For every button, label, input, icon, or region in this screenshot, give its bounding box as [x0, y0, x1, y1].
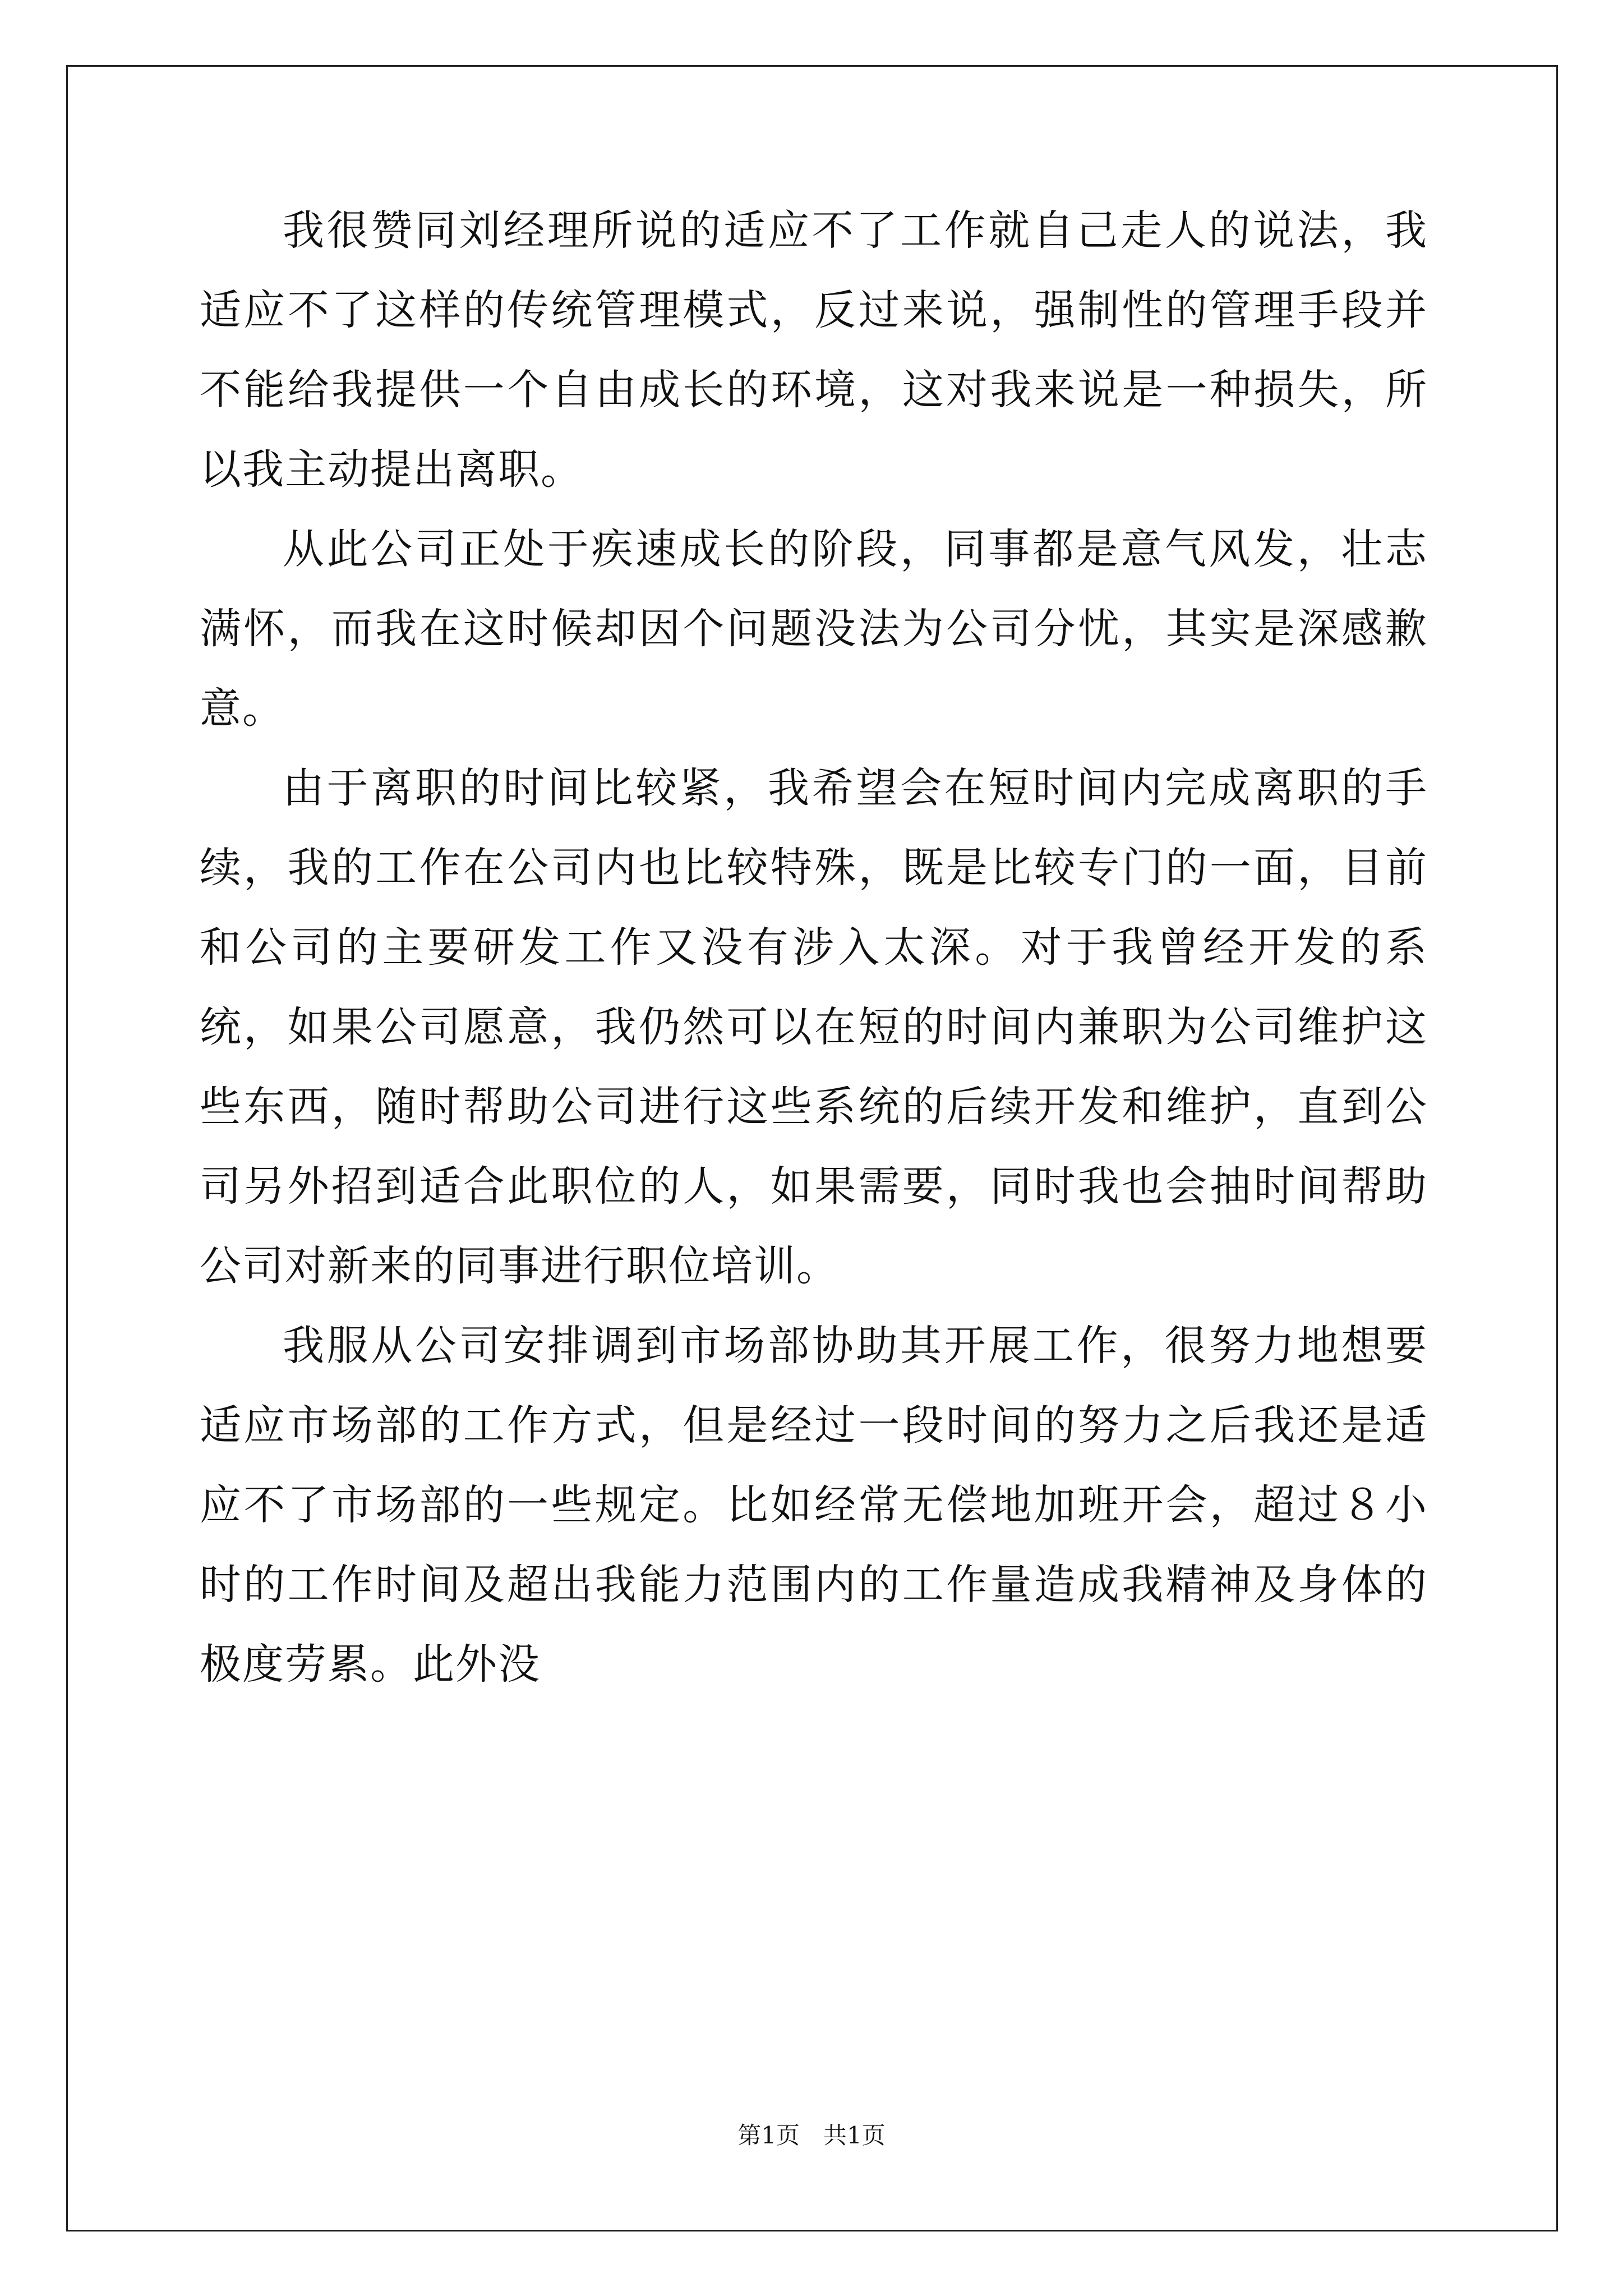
- document-body: [200, 191, 1428, 1704]
- paragraph-4: 我服从公司安排调到市场部协助其开展工作，很努力地想要适应市场部的工作方式，但是经过一段时间的努力之后我还是适应不了市场部的一些规定。比如经常无偿地加班开会，超过８小时的工作时间及超出我能力范围内的工作量造成我精神及身体的极度劳累。此外没: [200, 1322, 1428, 1688]
- page-footer: 第1页 共1页: [737, 2122, 886, 2149]
- paragraph-3: 由于离职的时间比较紧，我希望会在短时间内完成离职的手续，我的工作在公司内也比较特殊，既是比较专门的一面，目前和公司的主要研发工作又没有涉入太深。对于我曾经开发的系统，如果公司愿意，我仍然可以在短的时间内兼职为公司维护这些东西，随时帮助公司进行这些系统的后续开发和维护，直到公司另外招到适合此职位的人，如果需要，同时我也会抽时间帮助公司对新来的同事进行职位培训。: [200, 764, 1428, 1290]
- paragraph-2: 从此公司正处于疾速成长的阶段，同事都是意气风发，壮志满怀，而我在这时候却因个问题没法为公司分忧，其实是深感歉意。: [200, 525, 1428, 733]
- paragraph-1: 我很赞同刘经理所说的适应不了工作就自己走人的说法，我适应不了这样的传统管理模式，反过来说，强制性的管理手段并不能给我提供一个自由成长的环境，这对我来说是一种损失，所以我主动提出离职。: [200, 206, 1428, 494]
